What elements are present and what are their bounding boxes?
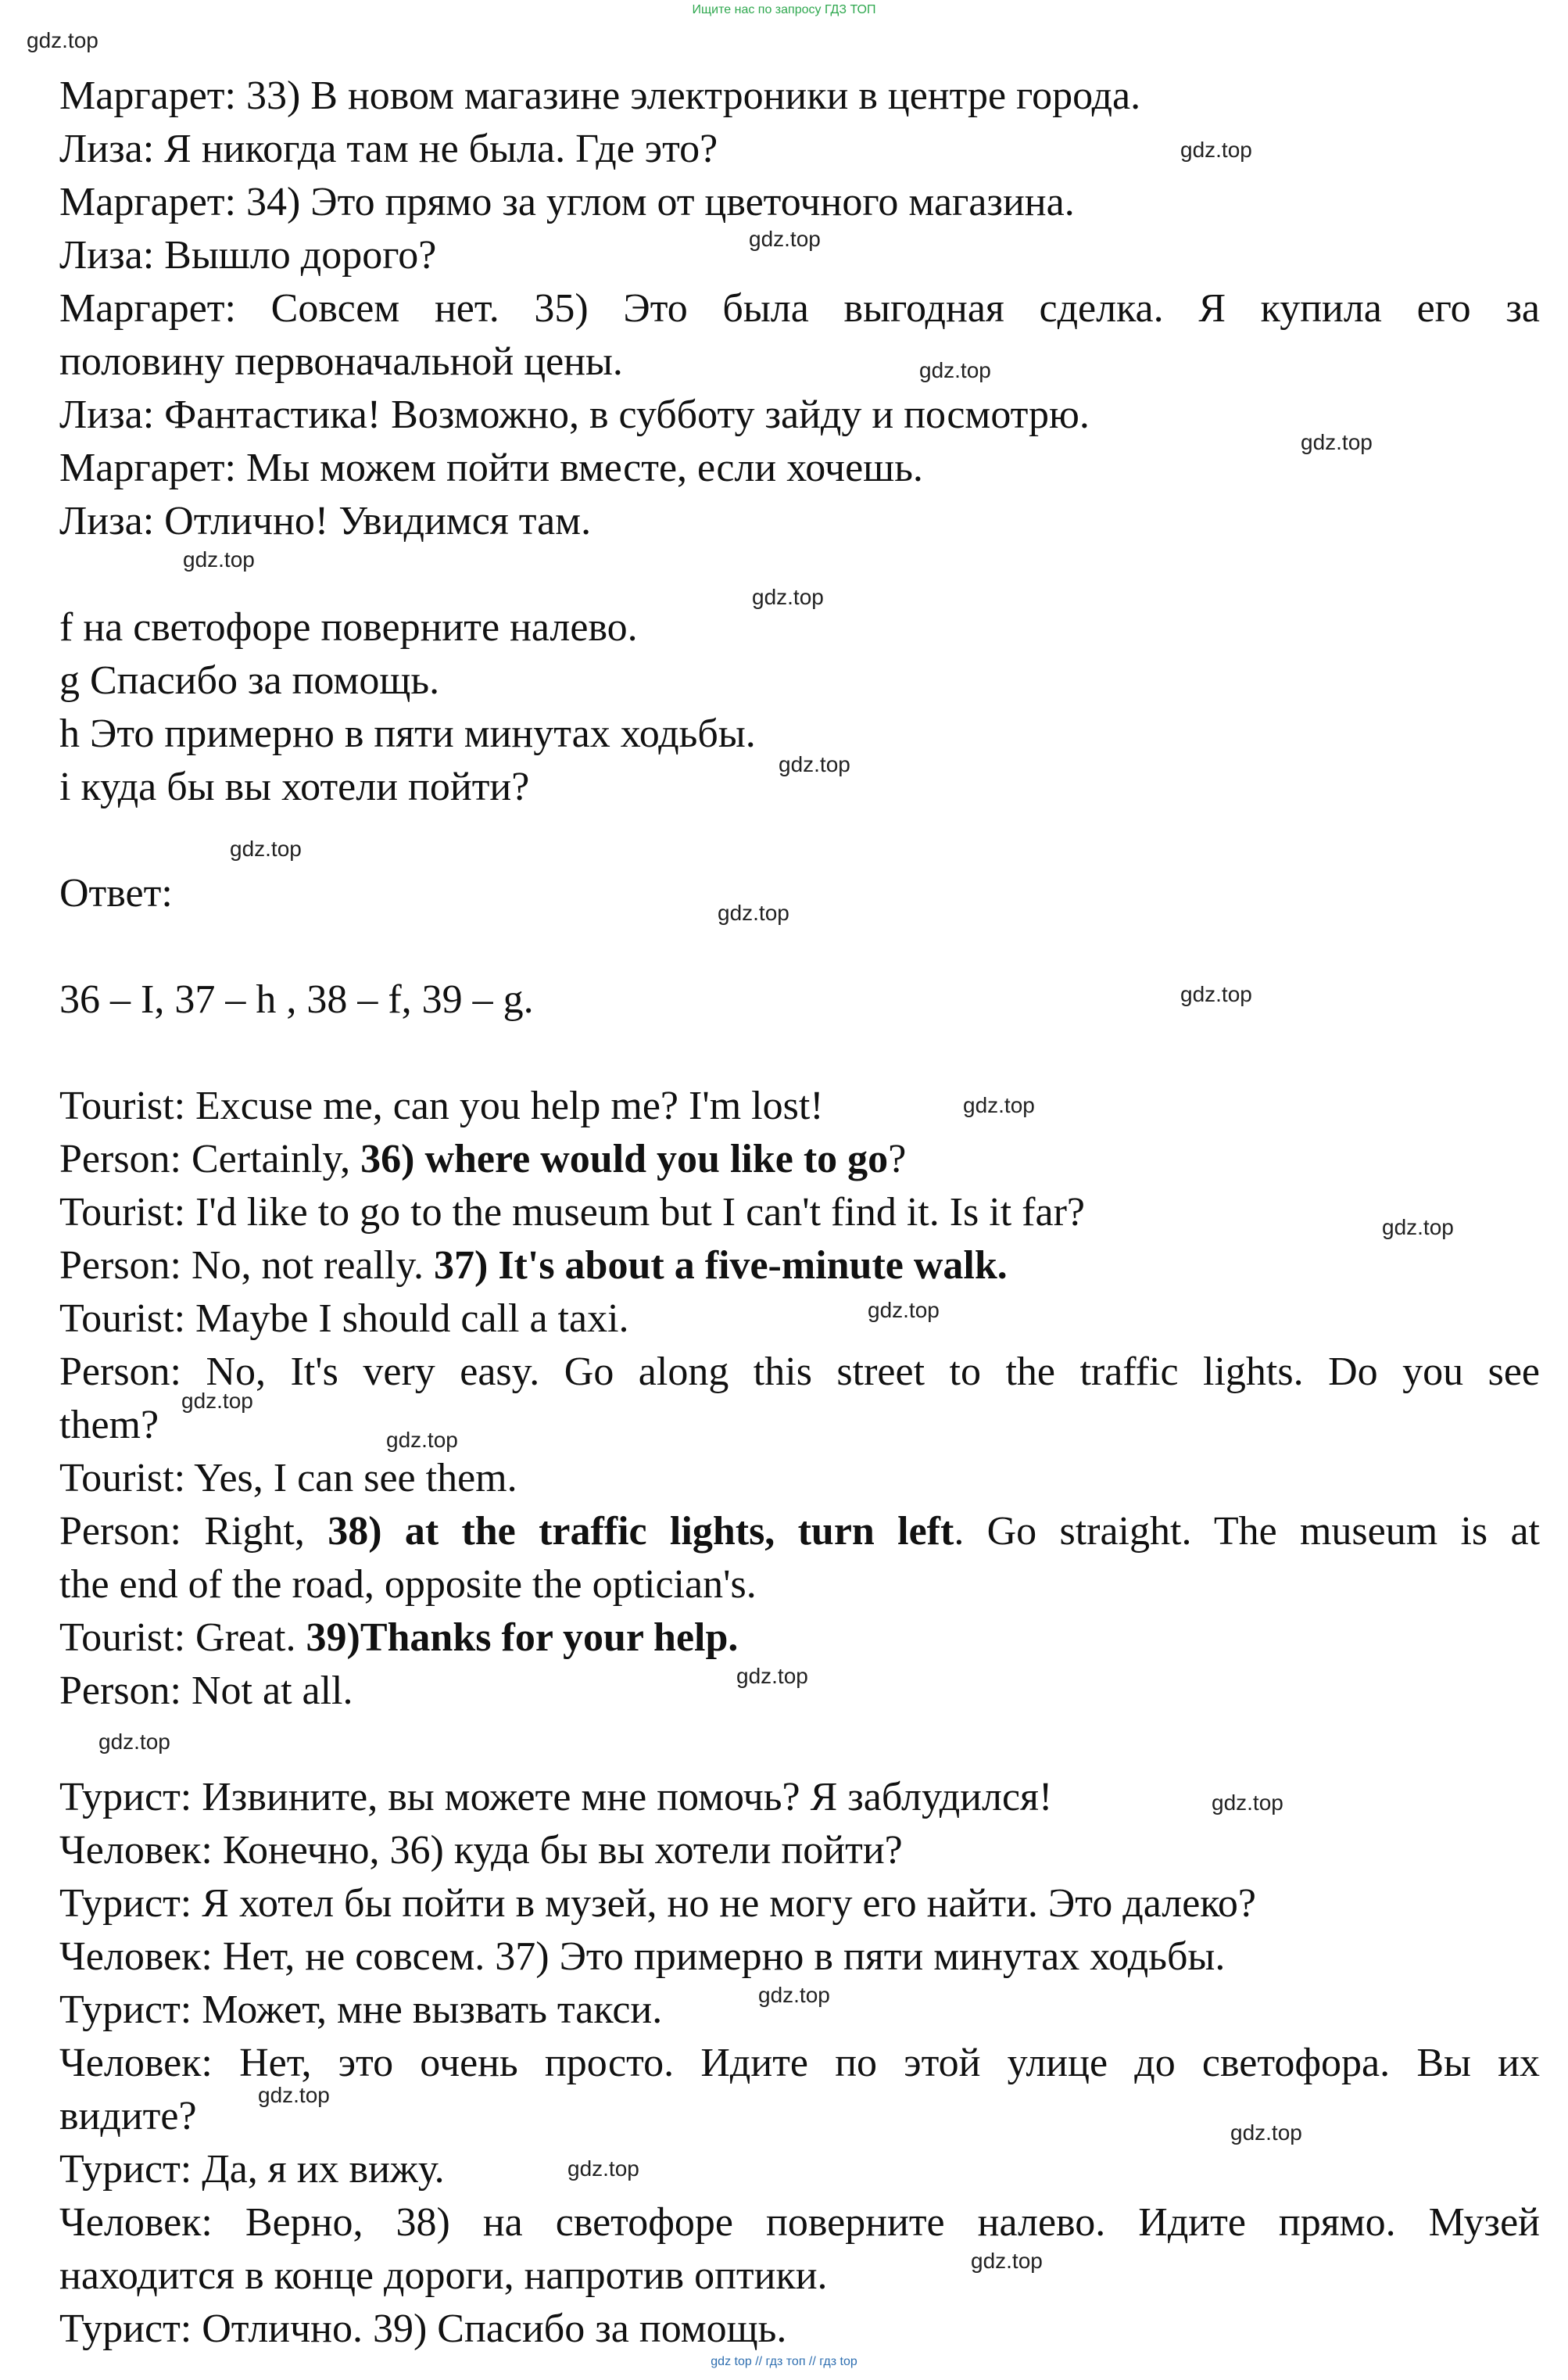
- watermark: gdz.top: [258, 2083, 330, 2107]
- dialogue-line: Человек: Нет, это очень просто. Идите по этой улице до светофора. Вы их: [59, 2041, 1540, 2085]
- option-line: h Это примерно в пяти минутах ходьбы.: [59, 711, 756, 756]
- watermark: gdz.top: [1180, 982, 1252, 1006]
- watermark: gdz.top: [567, 2156, 639, 2181]
- dialogue-line: Маргарет: Совсем нет. 35) Это была выгодная сделка. Я купила его за: [59, 286, 1540, 331]
- dialogue-line: [59, 1242, 1008, 1289]
- watermark: gdz.top: [919, 358, 991, 382]
- dialogue-line: [59, 1615, 738, 1661]
- dialogue-line: Маргарет: 34) Это прямо за углом от цветочного магазина.: [59, 180, 1075, 224]
- option-line: i куда бы вы хотели пойти?: [59, 765, 530, 809]
- watermark: gdz.top: [971, 2249, 1043, 2273]
- dialogue-line: Tourist: Excuse me, can you help me? I'm lost!: [59, 1084, 824, 1128]
- speaker-text: Person: Right,: [59, 1509, 328, 1554]
- speaker-text: . Go straight. The museum is at: [954, 1509, 1541, 1554]
- dialogue-line: Tourist: Yes, I can see them.: [59, 1456, 517, 1500]
- dialogue-line: Маргарет: Мы можем пойти вместе, если хочешь.: [59, 446, 923, 490]
- dialogue-line: Person: Not at all.: [59, 1669, 353, 1713]
- dialogue-line: Турист: Отлично. 39) Спасибо за помощь.: [59, 2307, 787, 2351]
- dialogue-line: [59, 1508, 1540, 1555]
- watermark: gdz.top: [752, 585, 824, 609]
- dialogue-line: Лиза: Я никогда там не была. Где это?: [59, 127, 718, 171]
- answer-text: 36 – I, 37 – h , 38 – f, 39 – g.: [59, 977, 534, 1022]
- answer-highlight: 38) at the traffic lights, turn left: [328, 1509, 954, 1554]
- dialogue-line: [59, 1136, 906, 1183]
- option-line: g Спасибо за помощь.: [59, 658, 440, 703]
- watermark: gdz.top: [1301, 430, 1373, 454]
- watermark: gdz.top: [230, 837, 302, 861]
- dialogue-line: видите?: [59, 2094, 197, 2138]
- dialogue-line: Лиза: Фантастика! Возможно, в субботу зайду и посмотрю.: [59, 392, 1090, 437]
- dialogue-line: половину первоначальной цены.: [59, 339, 623, 384]
- dialogue-line: Турист: Может, мне вызвать такси.: [59, 1988, 663, 2032]
- footer-links[interactable]: gdz top // гдз топ // гдз top: [711, 2355, 857, 2368]
- watermark: gdz.top: [718, 901, 789, 925]
- dialogue-line: Tourist: I'd like to go to the museum but I can't find it. Is it far?: [59, 1190, 1085, 1235]
- dialogue-line: the end of the road, opposite the optician's.: [59, 1562, 757, 1607]
- watermark: gdz.top: [749, 227, 821, 251]
- dialogue-line: Турист: Извините, вы можете мне помочь? Я заблудился!: [59, 1775, 1053, 1819]
- speaker-text: ?: [888, 1137, 907, 1181]
- dialogue-line: Tourist: Maybe I should call a taxi.: [59, 1296, 629, 1341]
- dialogue-line: Лиза: Отлично! Увидимся там.: [59, 499, 592, 543]
- answer-label: Ответ:: [59, 871, 173, 916]
- watermark: gdz.top: [1180, 138, 1252, 162]
- answer-highlight: 36) where would you like to go: [360, 1137, 889, 1181]
- search-banner[interactable]: Ищите нас по запросу ГДЗ ТОП: [692, 3, 876, 16]
- dialogue-line: находится в конце дороги, напротив оптики.: [59, 2253, 828, 2298]
- watermark: gdz.top: [1382, 1215, 1454, 1239]
- dialogue-line: Лиза: Вышло дорого?: [59, 233, 437, 278]
- watermark: gdz.top: [1230, 2120, 1302, 2145]
- speaker-text: Person: No, not really.: [59, 1243, 434, 1288]
- watermark: gdz.top: [98, 1729, 170, 1754]
- dialogue-line: Человек: Нет, не совсем. 37) Это примерно в пяти минутах ходьбы.: [59, 1934, 1226, 1979]
- watermark: gdz.top: [868, 1298, 940, 1322]
- dialogue-line: Турист: Да, я их вижу.: [59, 2147, 445, 2192]
- dialogue-line: Человек: Верно, 38) на светофоре поверните налево. Идите прямо. Музей: [59, 2200, 1540, 2245]
- dialogue-line: Person: No, It's very easy. Go along this street to the traffic lights. Do you see: [59, 1350, 1540, 1394]
- watermark: gdz.top: [27, 28, 98, 52]
- watermark: gdz.top: [181, 1389, 253, 1413]
- dialogue-line: Человек: Конечно, 36) куда бы вы хотели пойти?: [59, 1828, 903, 1873]
- dialogue-line: Маргарет: 33) В новом магазине электроники в центре города.: [59, 73, 1141, 118]
- watermark: gdz.top: [386, 1428, 458, 1452]
- answer-highlight: 37) It's about a five-minute walk.: [434, 1243, 1008, 1288]
- watermark: gdz.top: [779, 752, 850, 776]
- dialogue-line: them?: [59, 1403, 159, 1447]
- option-line: f на светофоре поверните налево.: [59, 605, 638, 650]
- speaker-text: Person: Certainly,: [59, 1137, 361, 1181]
- watermark: gdz.top: [736, 1664, 808, 1688]
- watermark: gdz.top: [183, 547, 255, 572]
- watermark: gdz.top: [1212, 1790, 1283, 1815]
- watermark: gdz.top: [758, 1983, 830, 2007]
- dialogue-line: Турист: Я хотел бы пойти в музей, но не могу его найти. Это далеко?: [59, 1881, 1257, 1926]
- speaker-text: Tourist: Great.: [59, 1615, 306, 1660]
- watermark: gdz.top: [963, 1093, 1035, 1117]
- answer-highlight: 39)Thanks for your help.: [306, 1615, 739, 1660]
